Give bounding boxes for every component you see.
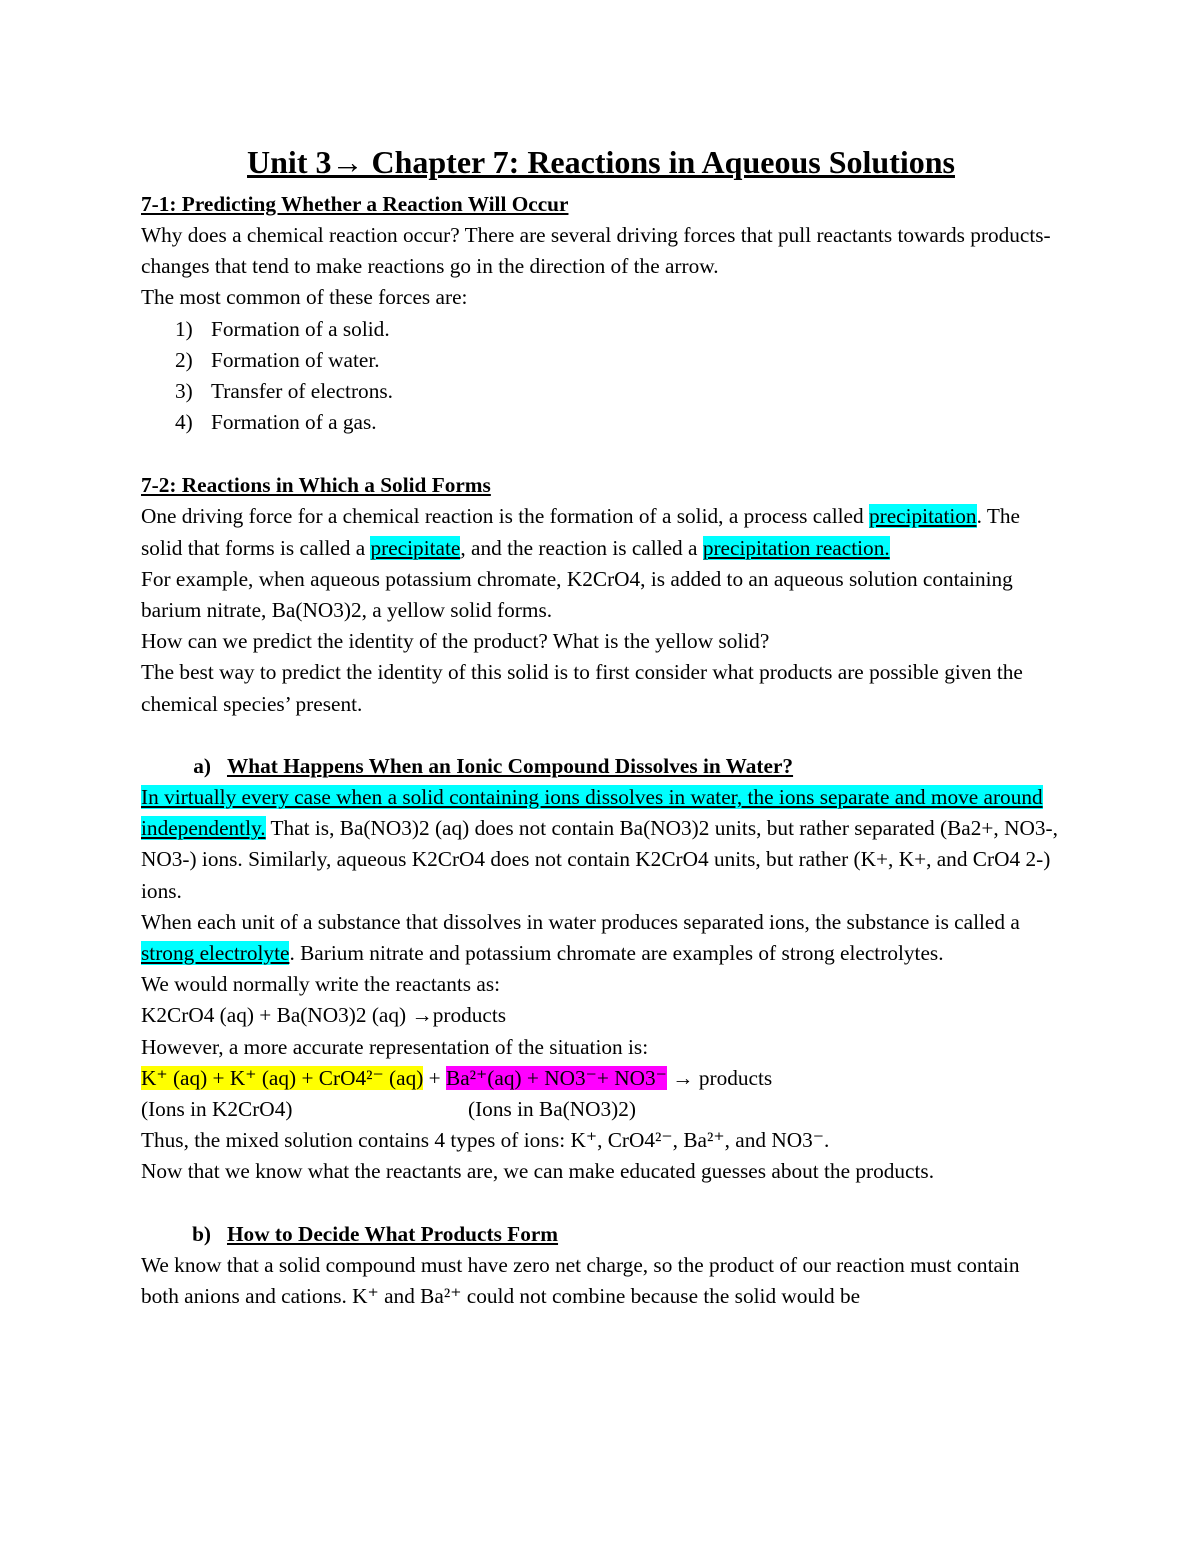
section-7-1-heading: 7-1: Predicting Whether a Reaction Will Occur <box>141 192 569 216</box>
ions-labels <box>141 1094 1061 1125</box>
subsection-a-paragraph-4: However, a more accurate representation of the situation is: <box>141 1034 649 1059</box>
subsection-b-heading: b) How to Decide What Products Form <box>192 1221 559 1246</box>
document-body <box>141 140 1061 1312</box>
highlight-bano32-ions: Ba²⁺(aq) + NO3⁻+ NO3⁻ <box>446 1065 667 1090</box>
section-7-2-heading: 7-2: Reactions in Which a Solid Forms <box>141 473 491 498</box>
highlight-ions-separate: In virtually every case when a solid containing ions dissolves in water, the ions separate and move around independently. <box>141 785 1043 841</box>
list-item: 3) Transfer of electrons. <box>175 379 393 404</box>
highlight-precipitation: precipitation <box>868 504 977 529</box>
highlight-precipitate: precipitate <box>370 535 461 560</box>
list-item: 2) Formation of water. <box>175 347 380 372</box>
spacer <box>141 438 1061 469</box>
ions-label-k2cro4: (Ions in K2CrO4) <box>141 1097 293 1122</box>
highlight-strong-electrolyte: strong electrolyte <box>141 941 290 966</box>
driving-forces-list <box>141 314 1061 439</box>
highlight-k2cro4-ions: K⁺ (aq) + K⁺ (aq) + CrO4²⁻ (aq) <box>141 1065 424 1090</box>
subsection-b-paragraph-1: We know that a solid compound must have zero net charge, so the product of our reaction must contain both anions and cations. K⁺ and Ba²⁺ could not combine because the solid would be <box>141 1252 1020 1309</box>
subsection-a-heading: a) What Happens When an Ionic Compound Dissolves in Water? <box>193 753 794 778</box>
section-7-2-paragraph-4: The best way to predict the identity of this solid is to first consider what products are possible given the chemical species’ present. <box>141 660 1023 716</box>
ionic-equation: K⁺ (aq) + K⁺ (aq) + CrO4²⁻ (aq) + Ba²⁺(aq) + NO3⁻+ NO3⁻ → products <box>141 1065 773 1090</box>
list-item: 1) Formation of a solid. <box>175 316 390 341</box>
section-7-2-paragraph-3: How can we predict the identity of the product? What is the yellow solid? <box>141 629 770 654</box>
subsection-a-paragraph-2: When each unit of a substance that dissolves in water produces separated ions, the substance is called a strong electrolyte. Barium nitrate and potassium chromate are examples of strong electrolytes. <box>141 909 1020 966</box>
ions-label-bano32: (Ions in Ba(NO3)2) <box>468 1097 636 1122</box>
spacer <box>141 720 1061 751</box>
molecular-equation: K2CrO4 (aq) + Ba(NO3)2 (aq) →products <box>141 1003 507 1028</box>
subsection-a-paragraph-5: Thus, the mixed solution contains 4 types of ions: K⁺, CrO4²⁻, Ba²⁺, and NO3⁻. <box>141 1128 830 1153</box>
section-7-2-paragraph-2: For example, when aqueous potassium chromate, K2CrO4, is added to an aqueous solution containing barium nitrate, Ba(NO3)2, a yellow solid forms. <box>141 566 1013 623</box>
subsection-a-paragraph-1: In virtually every case when a solid containing ions dissolves in water, the ions separate and move around independently. That is, Ba(NO3)2 (aq) does not contain Ba(NO3)2 units, but rather separated (Ba2+, NO3-, NO3-) ions. Similarly, aqueous K2CrO4 does not contain K2CrO4 units, but rather (K+, K+, and CrO4 2-) ions. <box>141 785 1058 903</box>
section-7-1-paragraph-1: Why does a chemical reaction occur? There are several driving forces that pull reactants towards products- changes that tend to make reactions go in the direction of the arrow. <box>141 223 1051 279</box>
spacer <box>141 1188 1061 1219</box>
highlight-precipitation-reaction: precipitation reaction. <box>702 535 890 560</box>
page-title: Unit 3→ Chapter 7: Reactions in Aqueous Solutions <box>247 144 955 180</box>
section-7-2-paragraph-1: One driving force for a chemical reaction is the formation of a solid, a process called precipitation. The solid that forms is called a precipitate, and the reaction is called a precipitation reaction. <box>141 504 1020 560</box>
subsection-a-paragraph-6: Now that we know what the reactants are, we can make educated guesses about the products. <box>141 1159 935 1184</box>
section-7-1-paragraph-2: The most common of these forces are: <box>141 285 468 310</box>
subsection-a-paragraph-3: We would normally write the reactants as: <box>141 972 501 997</box>
list-item: 4) Formation of a gas. <box>175 410 377 435</box>
